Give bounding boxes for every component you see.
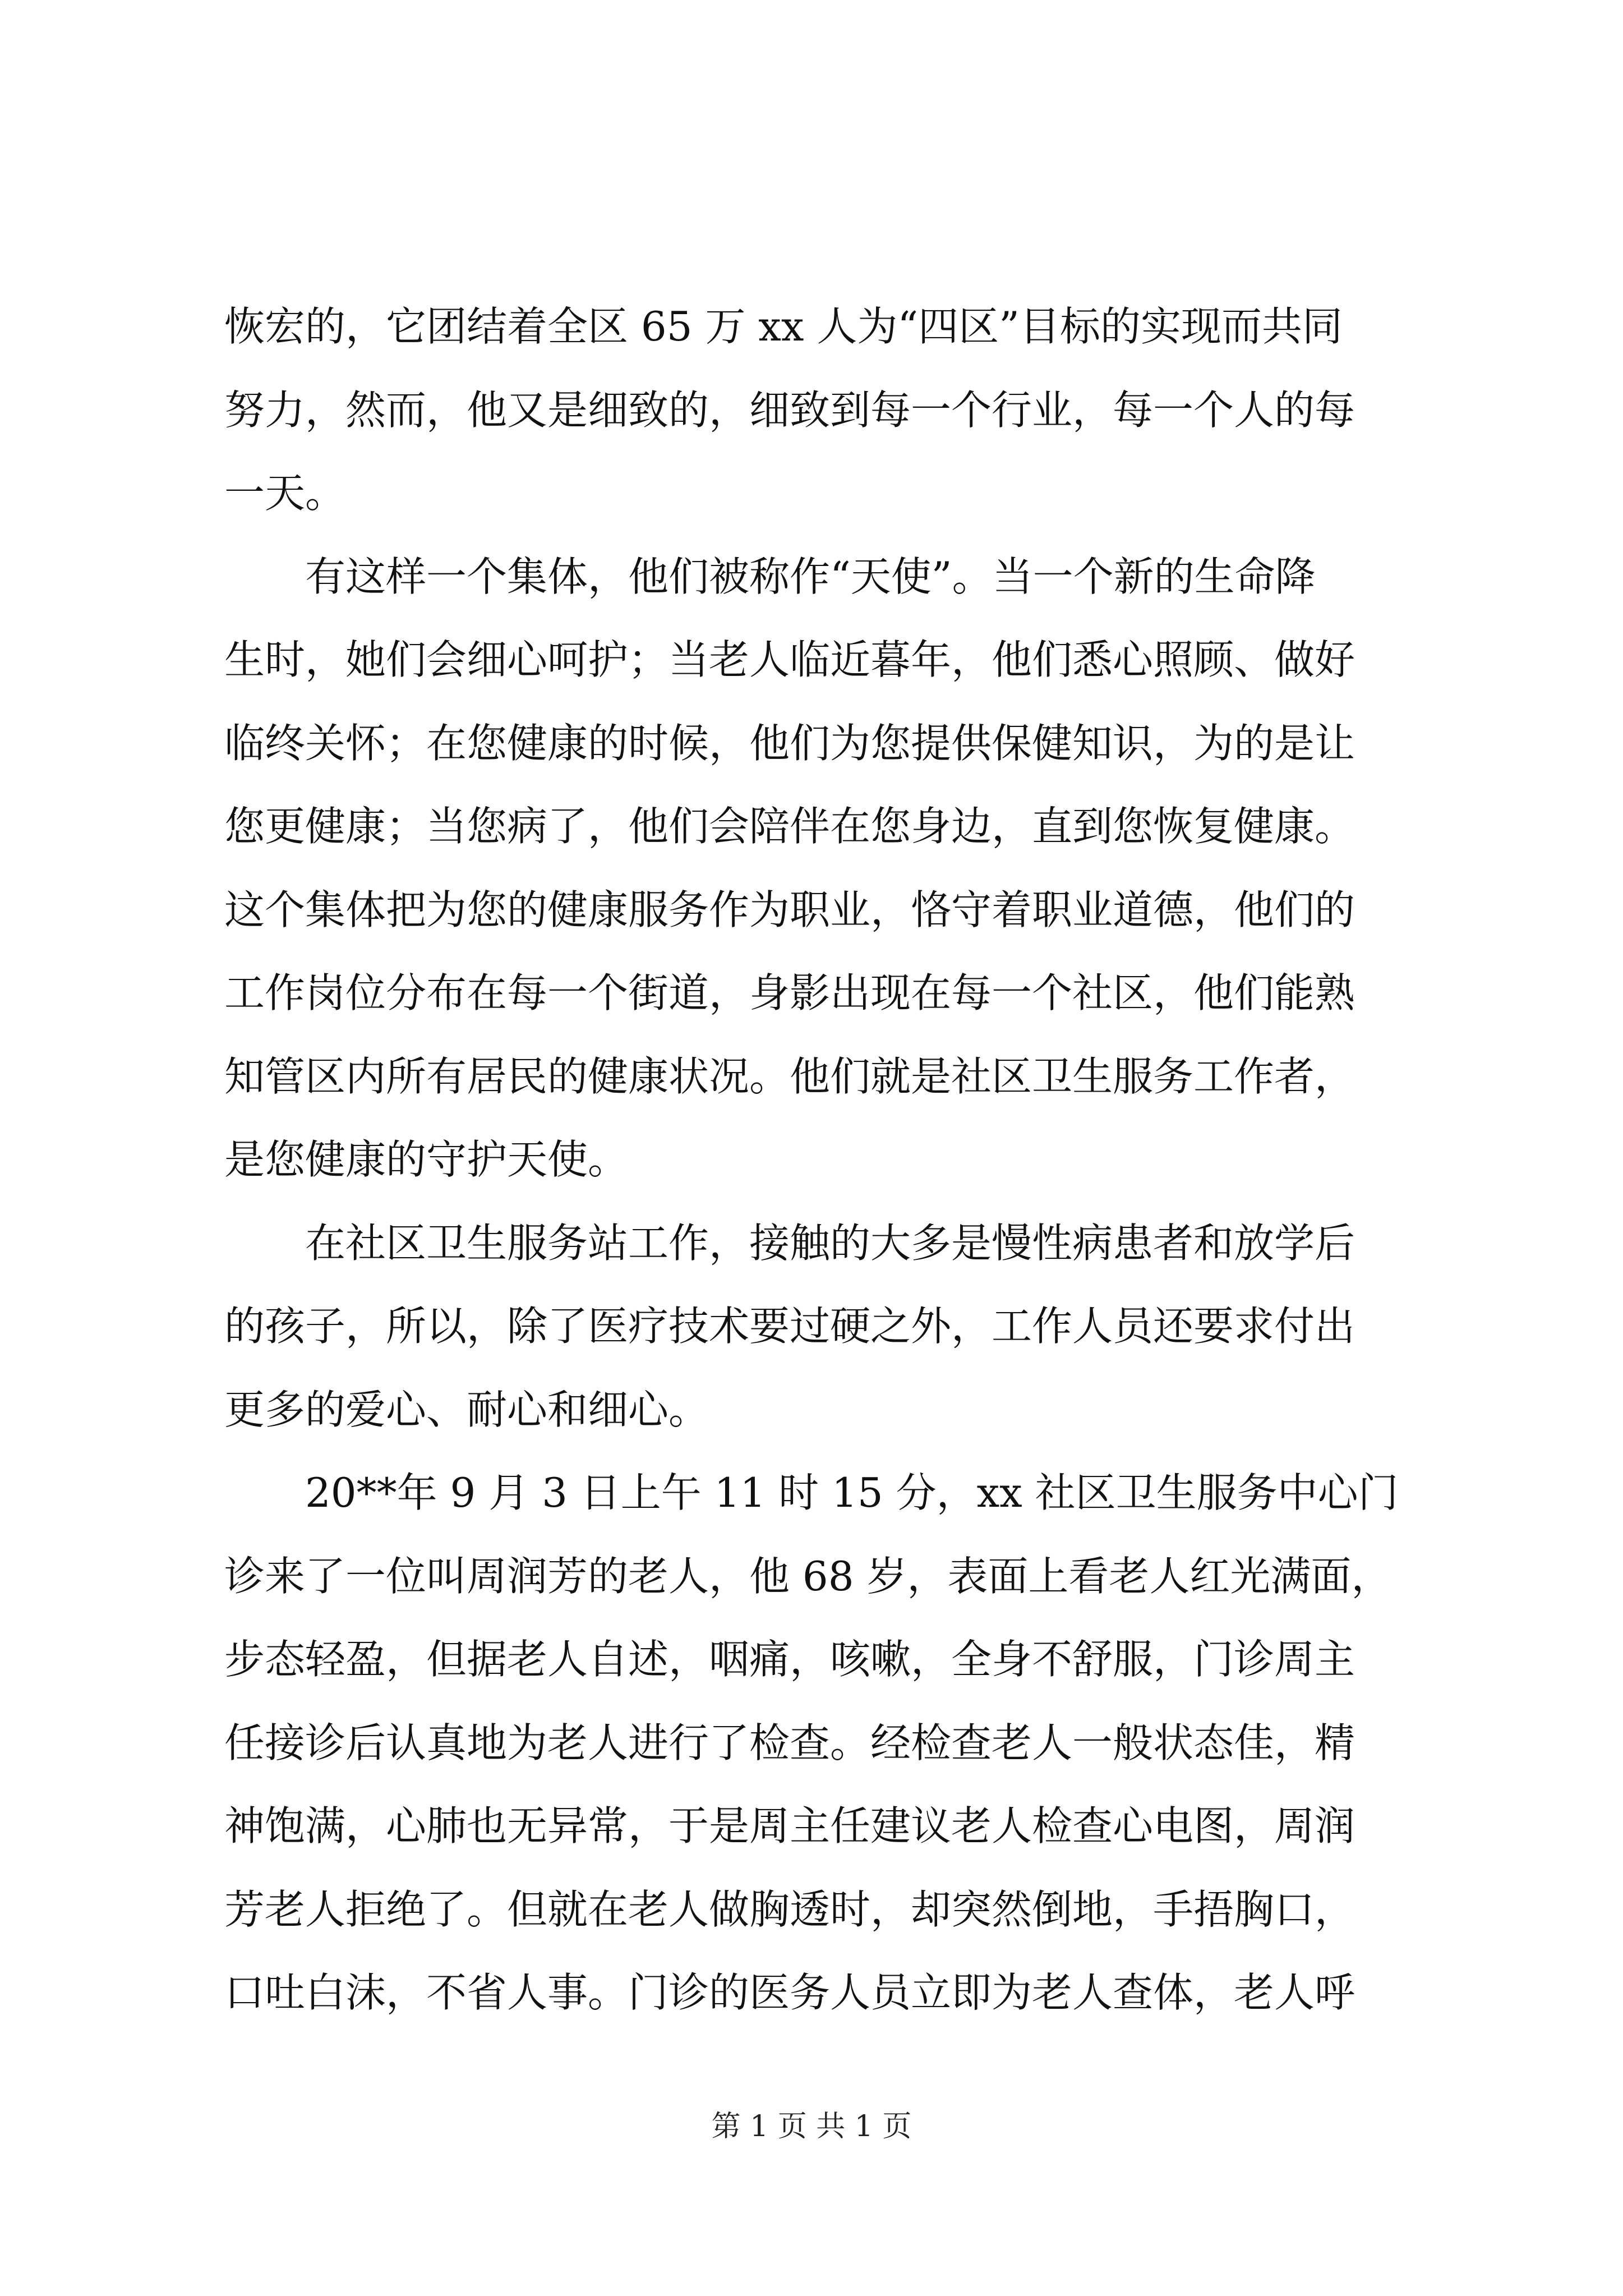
- text-line: 在社区卫生服务站工作，接触的大多是慢性病患者和放学后: [224, 1219, 1355, 1267]
- text-line: 神饱满，心肺也无异常，于是周主任建议老人检查心电图，周润: [224, 1802, 1355, 1849]
- text-line: 恢宏的，它团结着全区 65 万 xx 人为“四区”目标的实现而共同: [224, 303, 1343, 350]
- text-line: 20**年 9 月 3 日上午 11 时 15 分，xx 社区卫生服务中心门: [224, 1469, 1399, 1516]
- text-line: 努力，然而，他又是细致的，细致到每一个行业，每一个人的每: [224, 386, 1355, 434]
- text-line: 芳老人拒绝了。但就在老人做胸透时，却突然倒地，手捂胸口，: [224, 1885, 1355, 1933]
- text-line: 是您健康的守护天使。: [224, 1136, 629, 1183]
- text-line: 生时，她们会细心呵护；当老人临近暮年，他们悉心照顾、做好: [224, 636, 1355, 683]
- text-line: 任接诊后认真地为老人进行了检查。经检查老人一般状态佳，精: [224, 1719, 1355, 1766]
- text-line: 的孩子，所以，除了医疗技术要过硬之外，工作人员还要求付出: [224, 1303, 1355, 1350]
- text-line: 一天。: [224, 470, 346, 517]
- text-line: 有这样一个集体，他们被称作“天使”。当一个新的生命降: [224, 553, 1316, 600]
- text-line: 步态轻盈，但据老人自述，咽痛，咳嗽，全身不舒服，门诊周主: [224, 1636, 1355, 1683]
- document-body: [224, 285, 1416, 2035]
- text-line: 这个集体把为您的健康服务作为职业，恪守着职业道德，他们的: [224, 886, 1355, 933]
- text-line: 工作岗位分布在每一个街道，身影出现在每一个社区，他们能熟: [224, 969, 1355, 1016]
- text-line: 知管区内所有居民的健康状况。他们就是社区卫生服务工作者，: [224, 1052, 1355, 1100]
- text-line: 您更健康；当您病了，他们会陪伴在您身边，直到您恢复健康。: [224, 803, 1355, 850]
- text-line: 口吐白沫，不省人事。门诊的医务人员立即为老人查体，老人呼: [224, 1969, 1355, 2016]
- page-footer: 第 1 页 共 1 页: [711, 2110, 912, 2143]
- text-line: 临终关怀；在您健康的时候，他们为您提供保健知识，为的是让: [224, 719, 1355, 767]
- text-line: 更多的爱心、耐心和细心。: [224, 1386, 709, 1433]
- text-line: 诊来了一位叫周润芳的老人，他 68 岁，表面上看老人红光满面，: [224, 1552, 1392, 1600]
